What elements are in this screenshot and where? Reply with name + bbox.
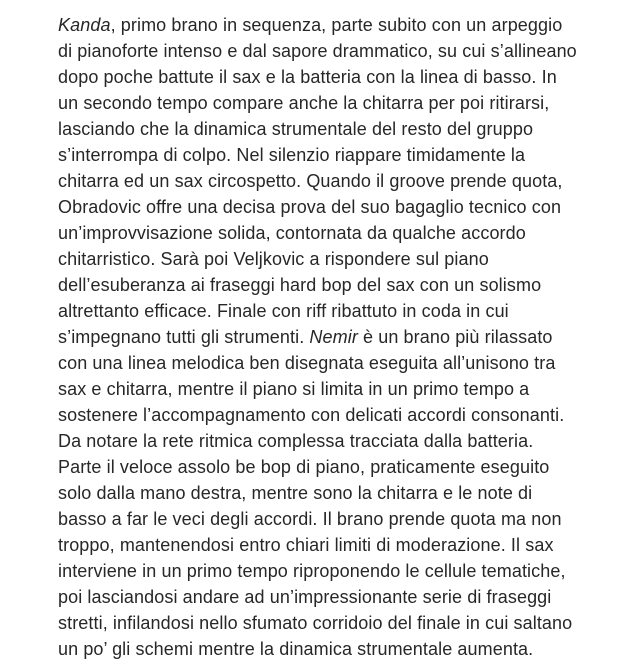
text-segment: un secondo tempo compare anche la chitarra per poi ritirarsi,: [58, 93, 550, 113]
text-line: [58, 506, 618, 532]
text-segment: è un brano più rilassato: [357, 327, 553, 347]
track-title: Nemir: [309, 327, 358, 347]
text-line: [58, 402, 618, 428]
text-segment: troppo, mantenendosi entro chiari limiti di moderazione. Il sax: [58, 535, 554, 555]
text-segment: sostenere l’accompagnamento con delicati accordi consonanti.: [58, 405, 565, 425]
text-segment: , primo brano in sequenza, parte subito con un arpeggio: [110, 15, 563, 35]
text-segment: interviene in un primo tempo riproponendo le cellule tematiche,: [58, 561, 566, 581]
text-segment: sax e chitarra, mentre il piano si limita in un primo tempo a: [58, 379, 530, 399]
text-line: [58, 90, 618, 116]
text-segment: dell’esuberanza ai fraseggi hard bop del sax con un solismo: [58, 275, 542, 295]
text-segment: poi lasciandosi andare ad un’impressionante serie di fraseggi: [58, 587, 552, 607]
text-line: [58, 324, 618, 350]
track-title: Kanda: [58, 15, 111, 35]
text-segment: con una linea melodica ben disegnata eseguita all’unisono tra: [58, 353, 556, 373]
text-line: [58, 532, 618, 558]
text-line: [58, 168, 618, 194]
text-line: [58, 12, 618, 38]
text-segment: Parte il veloce assolo be bop di piano, praticamente eseguito: [58, 457, 550, 477]
text-line: [58, 376, 618, 402]
text-line: [58, 558, 618, 584]
text-segment: chitarristico. Sarà poi Veljkovic a rispondere sul piano: [58, 249, 489, 269]
text-line: [58, 480, 618, 506]
text-segment: chitarra ed un sax circospetto. Quando il groove prende quota,: [58, 171, 563, 191]
text-line: [58, 584, 618, 610]
text-segment: s’impegnano tutti gli strumenti.: [58, 327, 310, 347]
text-segment: un po’ gli schemi mentre la dinamica strumentale aumenta.: [58, 639, 534, 659]
text-line: [58, 272, 618, 298]
text-line: [58, 38, 618, 64]
text-line: [58, 116, 618, 142]
text-line: [58, 428, 618, 454]
text-segment: un’improvvisazione solida, contornata da qualche accordo: [58, 223, 526, 243]
text-segment: solo dalla mano destra, mentre sono la chitarra e le note di: [58, 483, 533, 503]
text-line: [58, 142, 618, 168]
text-line: [58, 194, 618, 220]
text-segment: s’interrompa di colpo. Nel silenzio riappare timidamente la: [58, 145, 526, 165]
text-segment: Obradovic offre una decisa prova del suo bagaglio tecnico con: [58, 197, 562, 217]
review-paragraph: [58, 12, 618, 662]
text-line: [58, 350, 618, 376]
text-line: [58, 220, 618, 246]
text-line: [58, 454, 618, 480]
text-segment: stretti, infilandosi nello sfumato corridoio del finale in cui saltano: [58, 613, 573, 633]
text-segment: basso a far le veci degli accordi. Il brano prende quota ma non: [58, 509, 562, 529]
text-segment: dopo poche battute il sax e la batteria con la linea di basso. In: [58, 67, 557, 87]
text-segment: lasciando che la dinamica strumentale del resto del gruppo: [58, 119, 534, 139]
text-line: [58, 610, 618, 636]
text-line: [58, 64, 618, 90]
text-segment: di pianoforte intenso e dal sapore drammatico, su cui s’allineano: [58, 41, 577, 61]
text-segment: altrettanto efficace. Finale con riff ribattuto in coda in cui: [58, 301, 509, 321]
text-line: [58, 636, 618, 662]
text-segment: Da notare la rete ritmica complessa tracciata dalla batteria.: [58, 431, 534, 451]
text-line: [58, 298, 618, 324]
text-line: [58, 246, 618, 272]
